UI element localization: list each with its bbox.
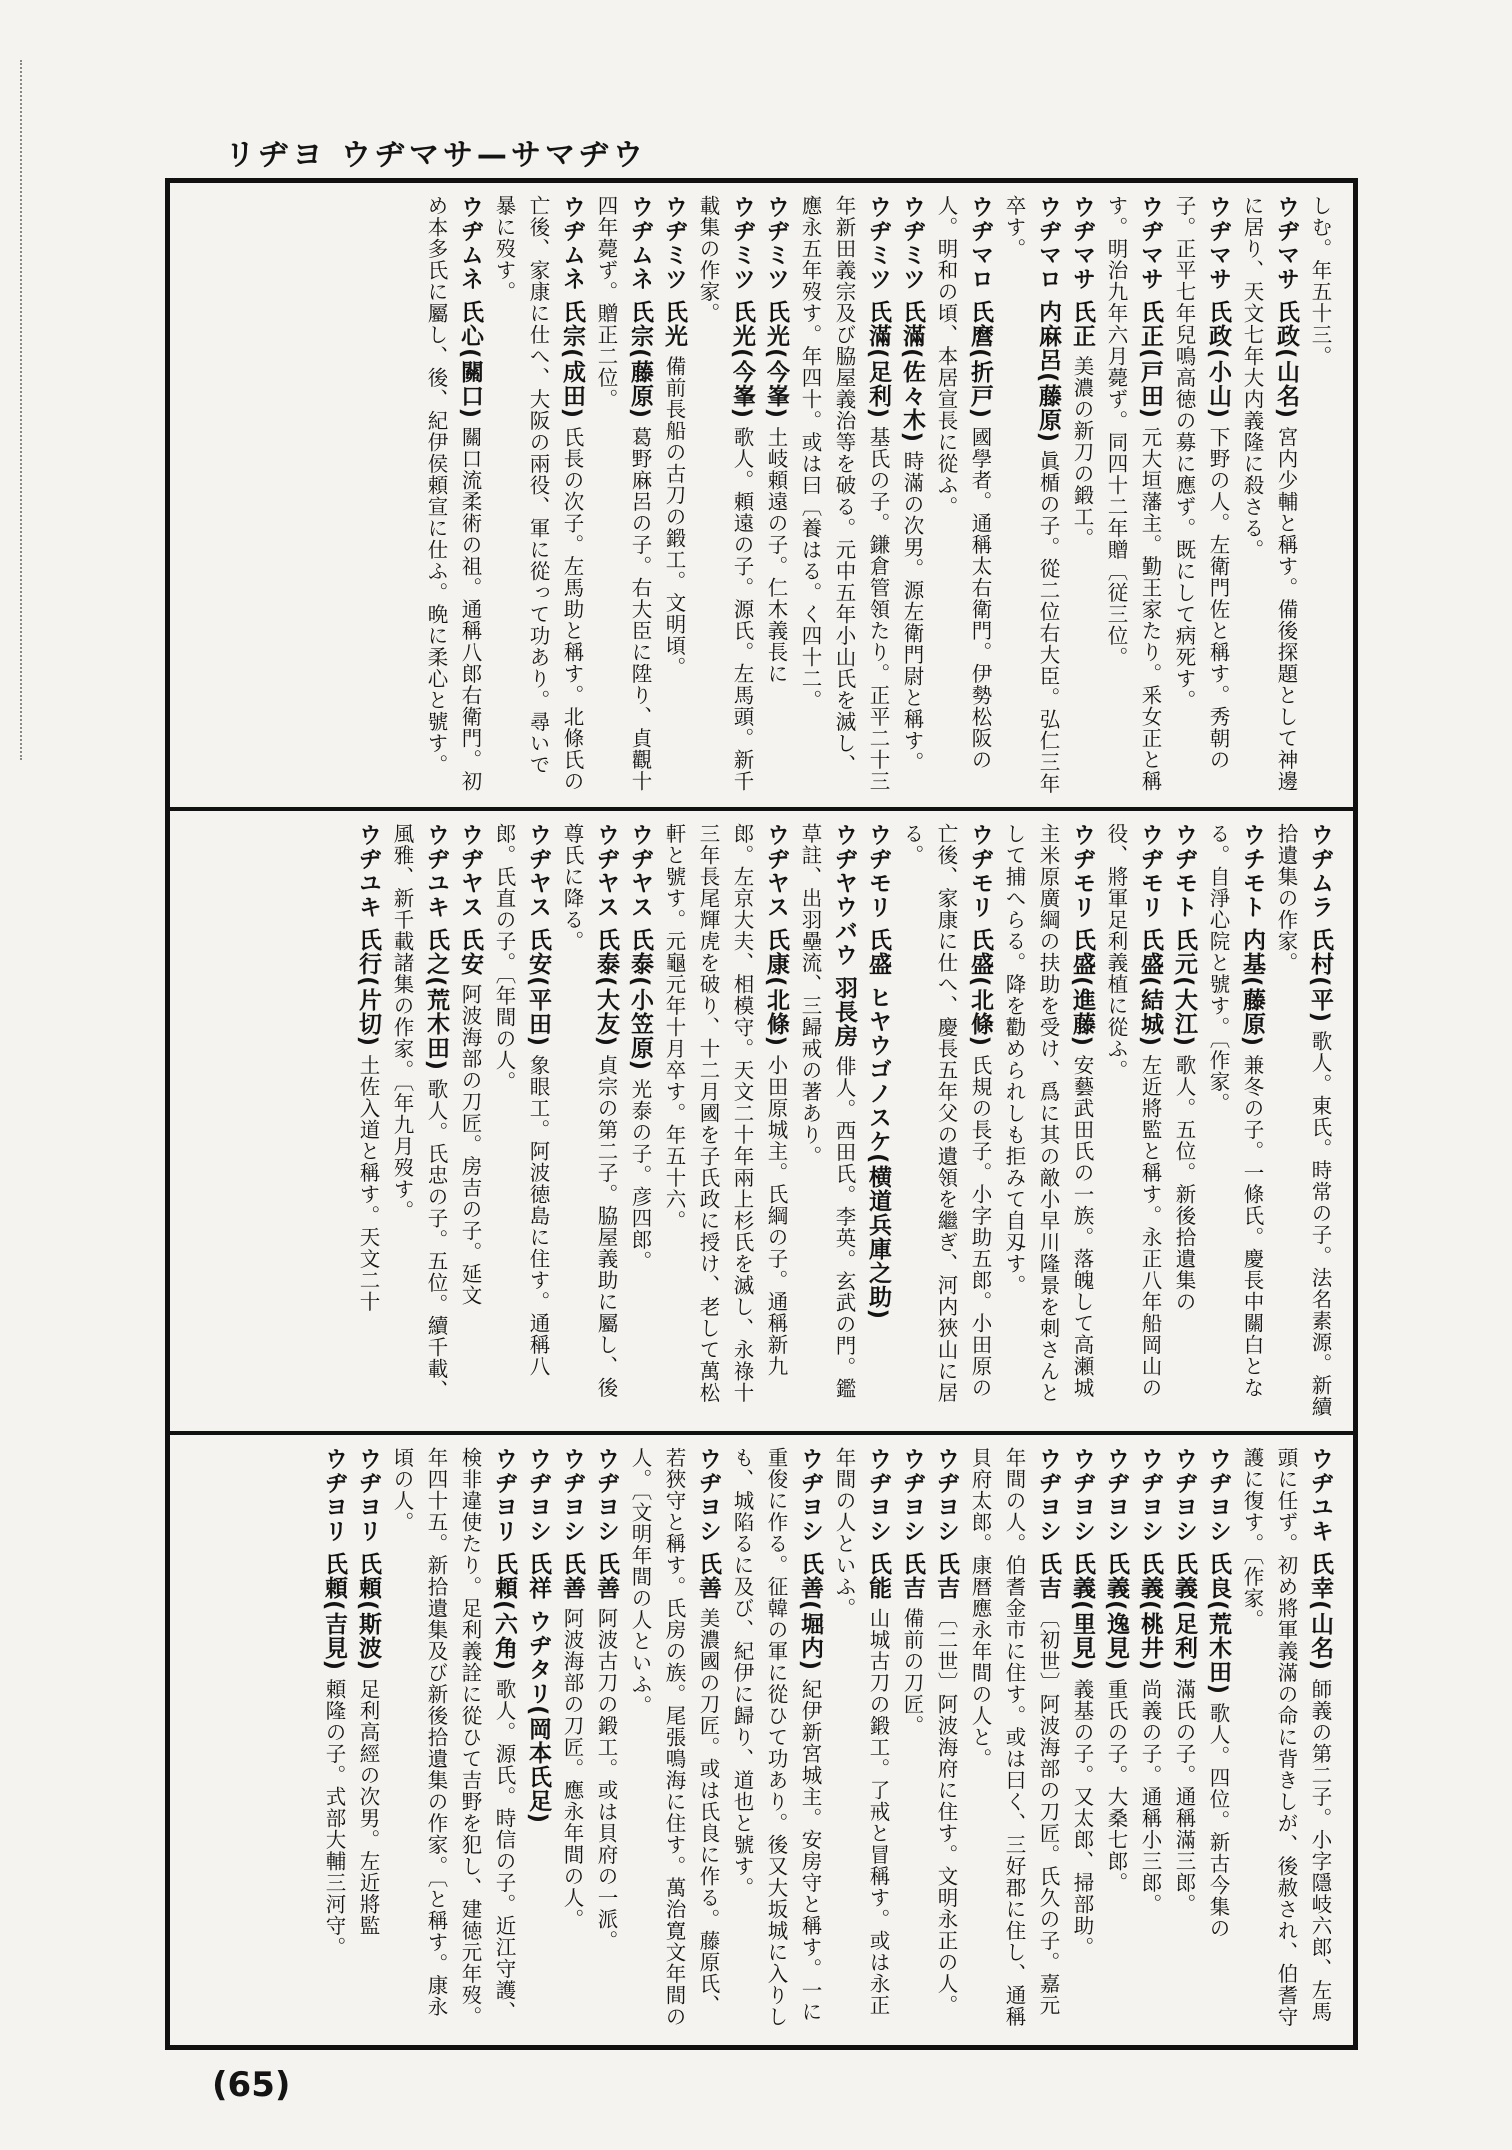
entry-headword: ウヂモリ 氏盛(結城): [1137, 823, 1163, 1048]
entry-text: 歌人。氏忠の子。五位。續千載、風雅、新千載諸集の作家。〔年九月歿す。: [390, 823, 448, 1402]
dictionary-entry: [929, 1447, 963, 2033]
entry-headword: ウヂヨシ 氏祥 ウヂタリ(岡本氏足): [525, 1447, 551, 1825]
entry-text: 阿波古刀の鍛工。或は貝府の一派。: [594, 1607, 618, 1952]
band-top-entries: [186, 195, 1337, 795]
page-number: (65): [212, 2065, 291, 2105]
dictionary-entry: [351, 1447, 385, 2033]
entry-text: 紀伊新宮城主。安房守と稱す。一に重俊に作る。征韓の軍に從ひて功あり。後又大坂城に入りしも、城陷るに及び、紀伊に歸り、道也と號す。: [730, 1447, 822, 2028]
entry-text: 土佐入道と稱す。天文二十: [356, 1054, 380, 1313]
entry-headword: ウヂヨシ 氏善: [593, 1447, 619, 1601]
entry-text: 兼冬の子。一條氏。慶長中關白となる。自淨心院と號す。〔作家。: [1206, 823, 1264, 1399]
entry-headword: ウヂヨシ 氏善: [695, 1447, 721, 1601]
entry-headword: ウヂヤス 氏康(北條): [763, 823, 789, 1048]
entry-headword: ウヂヨシ 氏善: [559, 1447, 585, 1601]
entry-text: 下野の人。左衛門佐と稱す。秀朝の子。正平七年兒鳴高徳の募に應ず。既にして病死す。: [1172, 195, 1230, 771]
page-edge-mark: [20, 60, 28, 760]
entry-headword: ウヂヨリ 氏頼(六角): [491, 1447, 517, 1672]
entry-headword: ウヂヤス 氏泰(小笠原): [627, 823, 653, 1072]
entry-text: 歌人。源氏。時信の子。近江守護、検非違使たり。足利義詮に從ひて吉野を犯し、建徳元年歿。年四十五。新拾遺集及び新後拾遺集の作家。〔と稱す。康永頃の人。: [390, 1447, 516, 2028]
entry-text: 歌人。頼遠の子。源氏。左馬頭。新千載集の作家。: [696, 195, 754, 793]
entry-headword: ウヂヤス 氏泰(大友): [593, 823, 619, 1048]
dictionary-entry: [759, 195, 793, 795]
band-middle-entries: [186, 823, 1337, 1419]
dictionary-entry: [555, 823, 623, 1419]
entry-headword: ウヂヨリ 氏頼(斯波): [355, 1447, 381, 1672]
entry-headword: ウヂムネ 氏心(關口): [457, 195, 483, 420]
entry-headword: ウヂヤウバウ 羽長房: [831, 823, 857, 1049]
entry-text: しむ。年五十三。: [1308, 195, 1332, 367]
dictionary-entry: [1167, 823, 1201, 1419]
entry-headword: ウヂミツ 氏光(今峯): [729, 195, 755, 420]
dictionary-entry: [1099, 1447, 1133, 2033]
dictionary-entry: [487, 823, 555, 1419]
dictionary-entry: [793, 823, 861, 1419]
dictionary-entry: [1235, 1447, 1337, 2033]
entry-text: 葛野麻呂の子。右大臣に陞り、貞觀十四年薨ず。贈正二位。: [594, 195, 652, 793]
dictionary-entry: [385, 823, 453, 1419]
entry-text: 滿氏の子。通稱滿三郎。: [1172, 1678, 1196, 1916]
dictionary-entry: [895, 823, 997, 1419]
entry-headword: ウヂマサ 氏政(山名): [1273, 195, 1299, 420]
entry-headword: ウヂヨシ 氏義(逸見): [1103, 1447, 1129, 1672]
entry-text: 國學者。通稱太右衛門。伊勢松阪の人。明和の頃、本居宣長に從ふ。: [934, 195, 992, 771]
dictionary-entry: [725, 1447, 827, 2033]
entry-text: 山城古刀の鍛工。了戒と冒稱す。或は永正年間の人といふ。: [832, 1447, 890, 2017]
dictionary-entry: [1099, 823, 1167, 1419]
entry-headword: ウヂヤス 氏安: [457, 823, 483, 977]
entry-headword: ウヂヨシ 氏吉: [1035, 1447, 1061, 1601]
entry-text: 足利高經の次男。左近將監: [356, 1678, 380, 1937]
entry-text: 俳人。西田氏。李英。玄武の門。鑑草註、出羽壘流、三歸戒の著あり。: [798, 823, 856, 1400]
entry-headword: ウヂモリ 氏盛(進藤): [1069, 823, 1095, 1048]
entry-headword: ウヂヨシ 氏良(荒木田): [1205, 1447, 1231, 1696]
dictionary-entry: [1269, 823, 1337, 1419]
entry-headword: ウヂモリ 氏盛 ヒヤウゴノスケ(横道兵庫之助): [865, 823, 891, 1321]
entry-text: 阿波海部の刀匠。房吉の子。延文: [458, 983, 482, 1307]
entry-text: 重氏の子。大桑七郎。: [1104, 1678, 1128, 1894]
dictionary-entry: [521, 1447, 555, 2033]
entry-headword: ウヂヤス 氏安(平田): [525, 823, 551, 1048]
entry-text: 小田原城主。氏綱の子。通稱新九郎。左京大夫、相模守。天文二十年兩上杉氏を滅し、永祿十三年長尾輝虎を破り、十二月國を子氏政に授け、老して萬松軒と號す。元龜元年十月卒す。年五十六。: [662, 823, 788, 1404]
band-bottom-entries: [186, 1447, 1337, 2033]
band-middle: [170, 811, 1353, 1435]
entry-text: 氏長の次子。左馬助と稱す。北條氏の亡後、家康に仕へ、大阪の兩役、軍に從って功あり。尋いで暴に歿す。: [492, 195, 584, 793]
entry-headword: ウヂヨシ 氏能: [865, 1447, 891, 1601]
entry-headword: ウヂヨシ 氏吉: [899, 1447, 925, 1601]
entry-headword: ウチモト 内基(藤原): [1239, 823, 1265, 1048]
dictionary-entry: [385, 1447, 521, 2033]
dictionary-entry: [827, 1447, 895, 2033]
dictionary-entry: [589, 195, 657, 795]
dictionary-entry: [895, 1447, 929, 2033]
dictionary-entry: [1065, 195, 1099, 795]
dictionary-entry: [555, 1447, 589, 2033]
entry-text: 美濃國の刀匠。或は氏良に作る。藤原氏、若狹守と稱す。氏房の族。尾張鳴海に住す。萬治寛文年間の人。〔文明年間の人といふ。: [628, 1447, 720, 2028]
entry-text: 元大垣藩主。勤王家たり。釆女正と稱す。明治九年六月薨ず。同四十二年贈〔従三位。: [1104, 195, 1162, 793]
dictionary-entry: [623, 1447, 725, 2033]
entry-text: 象眼工。阿波徳島に住す。通稱八郎。氏直の子。〔年間の人。: [492, 823, 550, 1378]
entry-text: 眞楯の子。從二位右大臣。弘仁三年卒す。: [1002, 195, 1060, 795]
entry-text: 土岐頼遠の子。仁木義長に: [764, 426, 788, 685]
dictionary-entry: [997, 195, 1065, 795]
entry-headword: ウヂミツ 氏光(今峯): [763, 195, 789, 420]
entry-headword: ウヂヨシ 氏義(里見): [1069, 1447, 1095, 1672]
page-frame: [165, 178, 1358, 2050]
entry-text: 頼隆の子。式部大輔三河守。: [322, 1678, 346, 1959]
dictionary-entry: [793, 195, 895, 795]
entry-text: 關口流柔術の祖。通稱八郎右衛門。初め本多氏に屬し、後、紀伊侯頼宣に仕ふ。晩に柔心と號す。: [424, 195, 482, 793]
entry-text: 備前の刀匠。: [900, 1607, 924, 1737]
dictionary-entry: [419, 195, 487, 795]
dictionary-entry: [1201, 1447, 1235, 2033]
dictionary-entry: [317, 1447, 351, 2033]
entry-text: 基氏の子。鎌倉管領たり。正平二十三年新田義宗及び脇屋義治等を破る。元中五年小山氏を滅し、應永五年歿す。年四十。或は曰〔養はる。く四十二。: [798, 195, 890, 793]
entry-headword: ウヂユキ 氏之(荒木田): [423, 823, 449, 1072]
dictionary-entry: [657, 823, 793, 1419]
dictionary-entry: [1167, 1447, 1201, 2033]
entry-headword: ウヂミツ 氏滿(佐々木): [899, 195, 925, 444]
entry-headword: ウヂマロ 内麻呂(藤原): [1035, 195, 1061, 444]
dictionary-entry: [997, 823, 1099, 1419]
entry-headword: ウヂマサ 氏正: [1069, 195, 1095, 349]
entry-text: 〔二世〕阿波海府に住す。文明永正の人。: [934, 1607, 958, 2017]
entry-text: 光泰の子。彦四郎。: [628, 1078, 652, 1273]
entry-text: 義基の子。又太郎、掃部助。: [1070, 1678, 1094, 1959]
entry-text: 宮内少輔と稱す。備後探題として神邊に居り、天文七年大内義隆に殺さる。: [1240, 195, 1298, 793]
entry-headword: ウヂマロ 氏麿(折戸): [967, 195, 993, 420]
entry-text: 時滿の次男。源左衛門尉と稱す。: [900, 450, 924, 774]
entry-headword: ウヂムラ 氏村(平): [1307, 823, 1333, 1024]
dictionary-entry: [691, 195, 759, 795]
entry-headword: ウヂヨシ 氏吉: [933, 1447, 959, 1601]
dictionary-entry: [1167, 195, 1235, 795]
entry-text: 歌人。東氏。時常の子。法名素源。新續拾遺集の作家。: [1274, 823, 1332, 1418]
entry-text: 安藝武田氏の一族。落魄して高瀬城主米原廣綱の扶助を受け、爲に其の敵小早川隆景を刺さんとして捕へらる。降を勸められしも拒みて自刄す。: [1002, 823, 1094, 1404]
dictionary-entry: [1065, 1447, 1099, 2033]
dictionary-entry: [487, 195, 589, 795]
entry-text: 尚義の子。通稱小三郎。: [1138, 1678, 1162, 1916]
entry-headword: ウヂモリ 氏盛(北條): [967, 823, 993, 1048]
entry-headword: ウヂムネ 氏宗(成田): [559, 195, 585, 420]
dictionary-entry: [589, 1447, 623, 2033]
entry-headword: ウヂマサ 氏政(小山): [1205, 195, 1231, 420]
entry-headword: ウヂミツ 氏光: [661, 195, 687, 349]
entry-text: 備前長船の古刀の鍛工。文明頃。: [662, 355, 686, 679]
entry-text: 〔初世〕阿波海部の刀匠。氏久の子。嘉元年間の人。伯耆金市に住す。或は曰く、三好郡に住し、通稱貝府太郎。康暦應永年間の人と。: [968, 1447, 1060, 2028]
entry-headword: ウヂモト 氏元(大江): [1171, 823, 1197, 1048]
entry-headword: ウヂヨシ 氏善(堀内): [797, 1447, 823, 1672]
entry-headword: ウヂユキ 氏幸(山名): [1307, 1447, 1333, 1672]
dictionary-entry: [453, 823, 487, 1419]
band-bottom: [170, 1435, 1353, 2045]
entry-text: 阿波海部の刀匠。應永年間の人。: [560, 1607, 584, 1931]
dictionary-entry: [623, 823, 657, 1419]
entry-headword: ウヂムネ 氏宗(藤原): [627, 195, 653, 420]
entry-headword: ウヂユキ 氏行(片切): [355, 823, 381, 1048]
dictionary-entry: [351, 823, 385, 1419]
dictionary-entry: [895, 195, 929, 795]
entry-headword: ウヂマサ 氏正(戸田): [1137, 195, 1163, 420]
dictionary-entry: [963, 1447, 1065, 2033]
entry-text: 師義の第二子。小字隱岐六郎、左馬頭に任ず。初め將軍義滿の命に背きしが、後赦され、伯耆守護に復す。〔作家。: [1240, 1447, 1332, 2028]
dictionary-entry: [1133, 1447, 1167, 2033]
dictionary-entry: [657, 195, 691, 795]
running-header: ウヂマサ—サマヂウ ヨヂリ: [225, 138, 647, 173]
entry-text: 左近將監と稱す。永正八年船岡山の役、將軍足利義植に從ふ。: [1104, 823, 1162, 1399]
dictionary-entry: [1235, 195, 1303, 795]
entry-text: 歌人。五位。新後拾遺集の: [1172, 1054, 1196, 1313]
entry-text: 貞宗の第二子。脇屋義助に屬し、後尊氏に降る。: [560, 823, 618, 1399]
entry-text: 美濃の新刀の鍛工。: [1070, 355, 1094, 550]
entry-text: 歌人。四位。新古今集の: [1206, 1702, 1230, 1940]
dictionary-entry: [1303, 195, 1337, 795]
band-top: [170, 183, 1353, 811]
dictionary-entry: [929, 195, 997, 795]
dictionary-entry: [1201, 823, 1269, 1419]
entry-headword: ウヂヨシ 氏義(足利): [1171, 1447, 1197, 1672]
entry-headword: ウヂヨリ 氏頼(吉見): [321, 1447, 347, 1672]
entry-headword: ウヂヨシ 氏義(桃井): [1137, 1447, 1163, 1672]
entry-headword: ウヂミツ 氏滿(足利): [865, 195, 891, 420]
dictionary-entry: [1099, 195, 1167, 795]
entry-text: 氏規の長子。小字助五郎。小田原の亡後、家康に仕へ、慶長五年父の遺領を繼ぎ、河内狹山に居る。: [900, 823, 992, 1404]
dictionary-entry: [861, 823, 895, 1419]
